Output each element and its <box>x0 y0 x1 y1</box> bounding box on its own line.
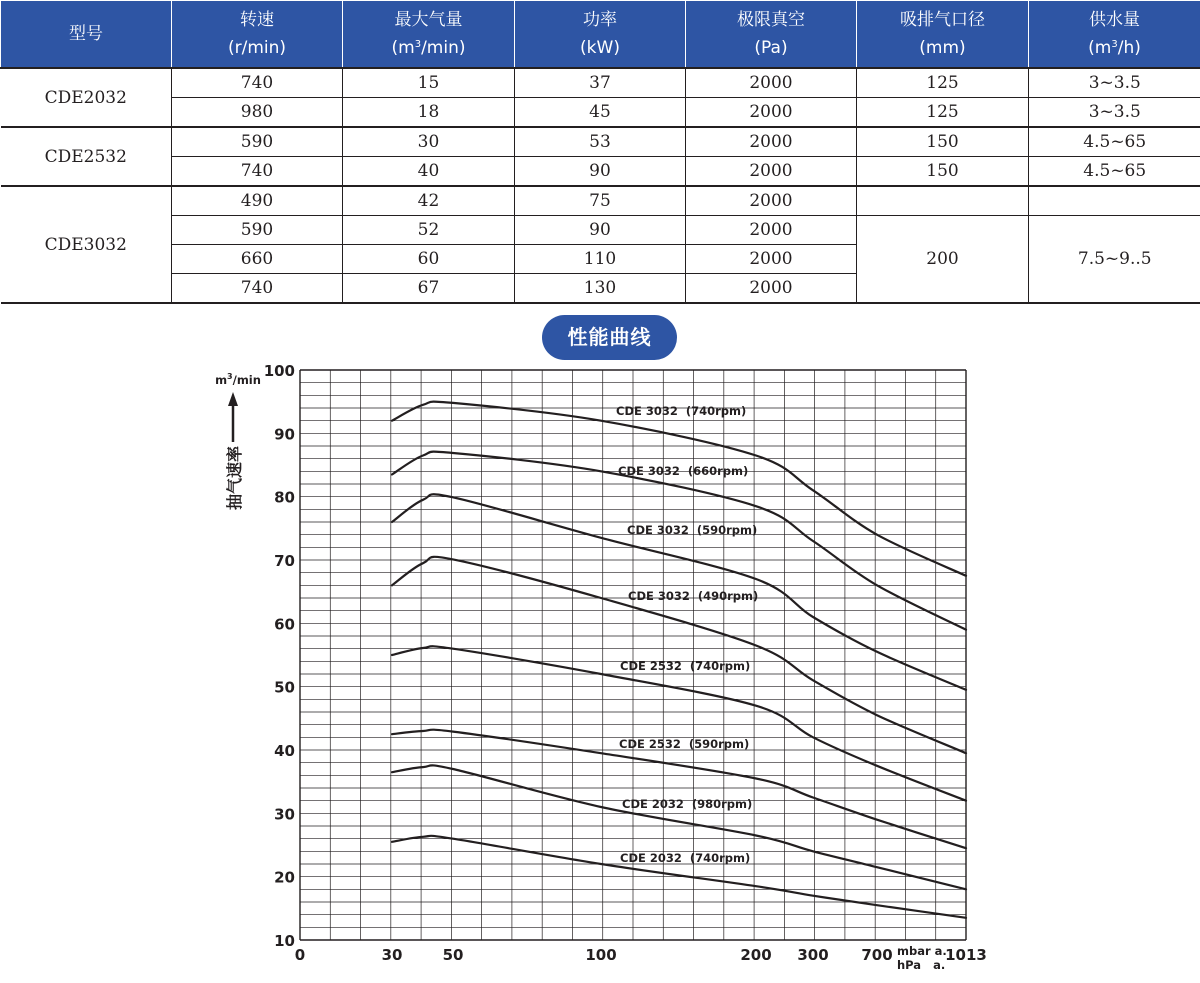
table-row <box>1 68 1200 98</box>
y-tick-label: 50 <box>274 678 295 697</box>
header-port-diameter: 吸排气口径 (mm) <box>857 1 1029 69</box>
y-tick-label: 40 <box>274 742 295 760</box>
y-tick-label: 60 <box>274 615 295 634</box>
header-ultimate-vacuum: 极限真空 (Pa) <box>686 1 857 69</box>
series-label: CDE 3032 (660rpm) <box>618 464 749 478</box>
x-tick-label: 300 <box>797 946 829 964</box>
port-cell: 150 <box>857 157 1029 187</box>
flow-cell: 60 <box>343 245 515 274</box>
flow-cell: 18 <box>343 98 515 128</box>
power-cell: 90 <box>515 157 686 187</box>
performance-chart <box>0 360 1200 983</box>
table-row <box>1 216 1200 245</box>
vacuum-cell: 2000 <box>686 68 857 98</box>
model-cell: CDE3032 <box>1 186 172 303</box>
series-label: CDE 3032 (740rpm) <box>616 404 747 418</box>
model-cell: CDE2532 <box>1 127 172 186</box>
y-axis-label: 抽气速率 <box>225 445 244 511</box>
flow-cell: 40 <box>343 157 515 187</box>
x-tick-label: 200 <box>740 946 772 964</box>
series-label: CDE 2032 (740rpm) <box>620 851 751 865</box>
port-cell: 200 <box>857 216 1029 304</box>
y-axis-ticks <box>264 362 295 950</box>
power-cell: 53 <box>515 127 686 157</box>
table-row <box>1 127 1200 157</box>
y-tick-label: 80 <box>274 488 295 507</box>
header-speed: 转速 (r/min) <box>172 1 343 69</box>
power-cell: 37 <box>515 68 686 98</box>
power-cell: 45 <box>515 98 686 128</box>
speed-cell: 740 <box>172 157 343 187</box>
spec-table <box>0 0 1200 304</box>
series-label: CDE 3032 (490rpm) <box>628 589 759 603</box>
series-label: CDE 2032 (980rpm) <box>622 797 753 811</box>
vacuum-cell: 2000 <box>686 245 857 274</box>
flow-cell: 30 <box>343 127 515 157</box>
vacuum-cell: 2000 <box>686 157 857 187</box>
water-cell: 4.5~65 <box>1029 127 1200 157</box>
vacuum-cell: 2000 <box>686 274 857 304</box>
y-tick-label: 100 <box>263 362 295 380</box>
power-cell: 75 <box>515 186 686 216</box>
vacuum-cell: 2000 <box>686 216 857 245</box>
y-tick-label: 20 <box>274 868 295 887</box>
flow-cell: 67 <box>343 274 515 304</box>
speed-cell: 980 <box>172 98 343 128</box>
vacuum-cell: 2000 <box>686 98 857 128</box>
flow-cell: 15 <box>343 68 515 98</box>
series-label: CDE 2532 (740rpm) <box>620 659 751 673</box>
y-unit-label: $m^3/\min$ <box>215 372 261 387</box>
y-tick-label: 70 <box>274 552 295 570</box>
table-row <box>1 157 1200 187</box>
water-cell: 3~3.5 <box>1029 68 1200 98</box>
header-power: 功率 (kW) <box>515 1 686 69</box>
y-tick-label: 90 <box>274 425 295 444</box>
flow-cell: 52 <box>343 216 515 245</box>
x-tick-label: 0 <box>294 946 306 964</box>
power-cell: 110 <box>515 245 686 274</box>
table-header-row <box>1 1 1200 69</box>
vacuum-cell: 2000 <box>686 186 857 216</box>
speed-cell: 590 <box>172 216 343 245</box>
x-unit-bottom: hPa a. <box>897 958 946 972</box>
header-max-flow: 最大气量 $(m^3/\min)$ <box>343 1 515 69</box>
table-row <box>1 186 1200 216</box>
header-model: 型号 <box>1 1 172 69</box>
x-axis-ticks <box>295 946 987 964</box>
speed-cell: 490 <box>172 186 343 216</box>
water-cell: 3~3.5 <box>1029 98 1200 128</box>
series-labels <box>616 404 758 865</box>
x-tick-label: 1013 <box>945 946 987 964</box>
water-cell <box>1029 186 1200 216</box>
water-cell: 4.5~65 <box>1029 157 1200 187</box>
series-line <box>392 402 966 576</box>
series-line <box>392 765 966 889</box>
x-tick-label: 100 <box>585 946 617 964</box>
header-water-supply: 供水量 $(m^3/h)$ <box>1029 1 1200 69</box>
x-tick-label: 700 <box>861 946 893 964</box>
water-cell: 7.5~9..5 <box>1029 216 1200 304</box>
table-row <box>1 98 1200 128</box>
y-tick-label: 30 <box>274 805 295 824</box>
speed-cell: 660 <box>172 245 343 274</box>
flow-cell: 42 <box>343 186 515 216</box>
chart-title-badge: 性能曲线 <box>542 315 677 360</box>
port-cell: 125 <box>857 68 1029 98</box>
y-tick-label: 10 <box>274 932 295 950</box>
model-cell: CDE2032 <box>1 68 172 127</box>
x-unit-top: mbar a. <box>897 944 947 958</box>
port-cell <box>857 186 1029 216</box>
speed-cell: 740 <box>172 274 343 304</box>
speed-cell: 740 <box>172 68 343 98</box>
y-axis-arrow-head <box>228 392 238 406</box>
series-label: CDE 2532 (590rpm) <box>619 737 750 751</box>
power-cell: 130 <box>515 274 686 304</box>
port-cell: 125 <box>857 98 1029 128</box>
series-label: CDE 3032 (590rpm) <box>627 523 758 537</box>
port-cell: 150 <box>857 127 1029 157</box>
speed-cell: 590 <box>172 127 343 157</box>
vacuum-cell: 2000 <box>686 127 857 157</box>
x-tick-label: 30 <box>381 946 403 964</box>
x-tick-label: 50 <box>442 946 464 964</box>
power-cell: 90 <box>515 216 686 245</box>
